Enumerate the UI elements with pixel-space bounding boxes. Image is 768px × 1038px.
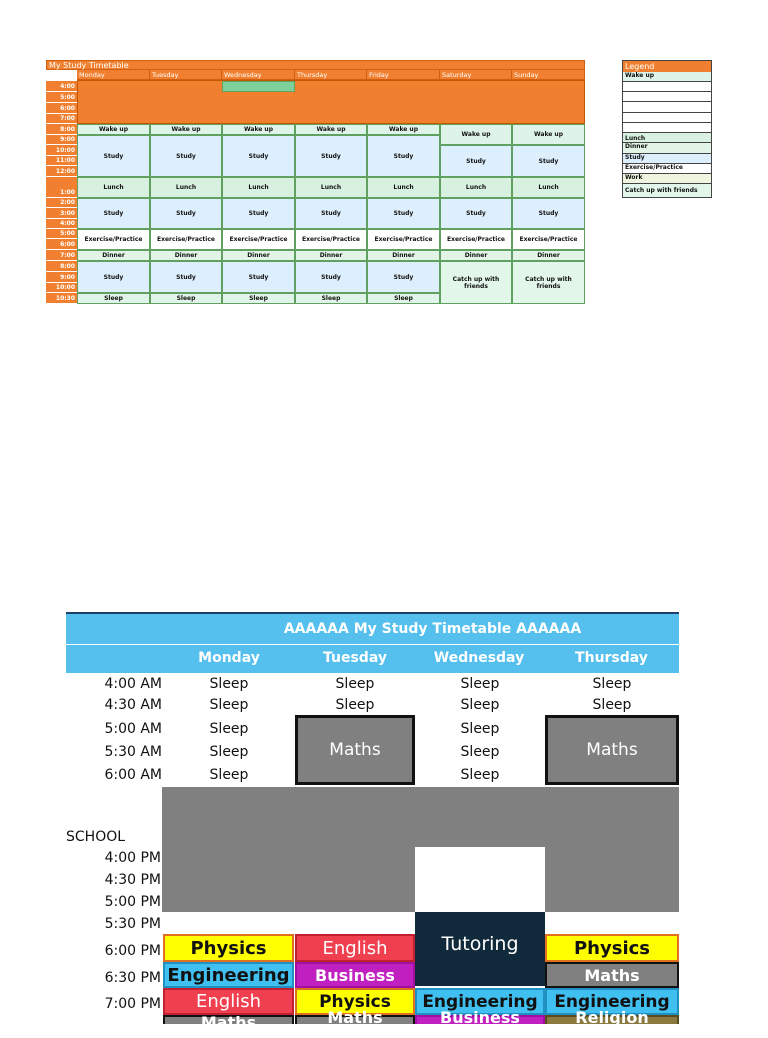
- subject-engineering: Engineering: [163, 962, 294, 988]
- top-hour: 8:00: [46, 124, 77, 135]
- top-cell-study: Study: [367, 261, 440, 293]
- subject-business: Business: [295, 962, 415, 988]
- sleep-cell: Sleep: [592, 697, 632, 713]
- bottom-day-thursday: Thursday: [575, 650, 648, 666]
- top-cell-study: Study: [367, 135, 440, 177]
- top-timetable-title: My Study Timetable: [46, 60, 585, 70]
- subject-maths-label: Maths: [200, 1013, 257, 1032]
- subject-religion-partial: [545, 1008, 679, 1027]
- bottom-timetable-title: AAAAAA My Study Timetable AAAAAA: [66, 612, 679, 644]
- sleep-cell: Sleep: [209, 721, 249, 737]
- legend-item-catch-up: Catch up with friends: [623, 184, 711, 197]
- top-day-saturday: Saturday: [440, 70, 512, 80]
- top-cell-wake: Wake up: [440, 124, 512, 145]
- legend-item-exercise: Exercise/Practice: [623, 164, 711, 174]
- sleep-cell: Sleep: [209, 767, 249, 783]
- time-label: 4:30 AM: [104, 697, 162, 713]
- time-label: 5:00 PM: [104, 894, 161, 910]
- subject-maths-partial: [163, 1013, 294, 1032]
- top-cell-exercise: Exercise/Practice: [512, 229, 585, 250]
- top-cell-wake: Wake up: [295, 124, 367, 135]
- sleep-cell: Sleep: [209, 697, 249, 713]
- top-hour: 4:00: [46, 81, 77, 92]
- time-label: 5:30 AM: [104, 744, 162, 760]
- top-cell-dinner: Dinner: [150, 250, 222, 261]
- school-block-left: [162, 847, 415, 912]
- top-cell-wake: Wake up: [150, 124, 222, 135]
- top-cell-exercise: Exercise/Practice: [222, 229, 295, 250]
- subject-religion-label: Religion: [575, 1008, 649, 1027]
- top-cell-dinner: Dinner: [440, 250, 512, 261]
- top-hour: 3:00: [46, 208, 77, 219]
- subject-business-partial: [415, 1008, 545, 1027]
- subject-maths: Maths: [545, 962, 679, 988]
- top-hour: 9:00: [46, 135, 77, 145]
- top-hour: 2:00: [46, 198, 77, 208]
- top-cell-study: Study: [367, 198, 440, 229]
- school-block-right: [545, 847, 679, 912]
- top-cell-lunch: Lunch: [367, 177, 440, 198]
- legend-item-dinner: Dinner: [623, 143, 711, 154]
- top-cell-lunch: Lunch: [512, 177, 585, 198]
- top-cell-sleep: Sleep: [77, 293, 150, 304]
- subject-business-label: Business: [440, 1008, 520, 1027]
- top-cell-exercise: Exercise/Practice: [77, 229, 150, 250]
- time-label: 5:30 PM: [104, 916, 161, 932]
- subject-physics: Physics: [545, 934, 679, 962]
- bottom-day-wednesday: Wednesday: [433, 650, 525, 666]
- time-label: 5:00 AM: [104, 721, 162, 737]
- top-cell-study: Study: [77, 198, 150, 229]
- bottom-day-header-row: [66, 644, 679, 673]
- legend-item-study: Study: [623, 154, 711, 164]
- top-cell-dinner: Dinner: [512, 250, 585, 261]
- legend-item-lunch: Lunch: [623, 133, 711, 143]
- top-cell-study: Study: [150, 198, 222, 229]
- top-cell-lunch: Lunch: [295, 177, 367, 198]
- sleep-cell: Sleep: [460, 767, 500, 783]
- top-cell-study: Study: [440, 145, 512, 177]
- subject-maths-label: Maths: [327, 1008, 383, 1027]
- subject-engineering: Engineering: [415, 988, 545, 1015]
- top-hour: 6:00: [46, 103, 77, 114]
- top-cell-study: Study: [295, 135, 367, 177]
- top-hour: 6:00: [46, 239, 77, 250]
- top-day-wednesday: Wednesday: [222, 70, 295, 80]
- top-day-sunday: Sunday: [512, 70, 585, 80]
- top-cell-sleep: Sleep: [367, 293, 440, 304]
- top-cell-lunch: Lunch: [440, 177, 512, 198]
- time-label: 7:00 PM: [104, 996, 161, 1012]
- top-cell-study: Study: [512, 145, 585, 177]
- sleep-cell: Sleep: [209, 676, 249, 692]
- top-cell-exercise: Exercise/Practice: [367, 229, 440, 250]
- legend-item-work: Work: [623, 174, 711, 184]
- top-cell-dinner: Dinner: [367, 250, 440, 261]
- top-hour: 8:00: [46, 261, 77, 272]
- top-hour: 5:00: [46, 229, 77, 239]
- top-hour: 5:00: [46, 92, 77, 103]
- top-cell-sleep: Sleep: [222, 293, 295, 304]
- time-label: 6:30 PM: [104, 970, 161, 986]
- top-cell-study: Study: [295, 261, 367, 293]
- top-cell-exercise: Exercise/Practice: [295, 229, 367, 250]
- top-cell-wake: Wake up: [367, 124, 440, 135]
- top-day-monday: Monday: [77, 70, 150, 80]
- maths-block-tuesday: Maths: [295, 715, 415, 785]
- sleep-cell: Sleep: [209, 744, 249, 760]
- sleep-cell: Sleep: [460, 697, 500, 713]
- top-hour: 12:00: [46, 166, 77, 177]
- top-hour: 10:30: [46, 293, 77, 304]
- top-day-thursday: Thursday: [295, 70, 367, 80]
- subject-engineering: Engineering: [545, 988, 679, 1015]
- top-cell-dinner: Dinner: [295, 250, 367, 261]
- legend-title: Legend: [623, 61, 711, 72]
- sleep-cell: Sleep: [335, 697, 375, 713]
- top-cell-wake: Wake up: [222, 124, 295, 135]
- top-cell-dinner: Dinner: [222, 250, 295, 261]
- top-cell-sleep: Sleep: [295, 293, 367, 304]
- top-hour: 9:00: [46, 272, 77, 283]
- top-cell-study: Study: [150, 135, 222, 177]
- tutoring-block: Tutoring: [415, 912, 545, 986]
- top-cell-lunch: Lunch: [150, 177, 222, 198]
- sleep-cell: Sleep: [335, 676, 375, 692]
- school-label: SCHOOL: [66, 829, 126, 845]
- top-hour: 4:00: [46, 219, 77, 229]
- top-day-tuesday: Tuesday: [150, 70, 222, 80]
- top-cell-study: Study: [222, 261, 295, 293]
- maths-block-thursday: Maths: [545, 715, 679, 785]
- top-cell-study: Study: [512, 198, 585, 229]
- top-hour: 10:00: [46, 283, 77, 293]
- sleep-cell: Sleep: [460, 744, 500, 760]
- time-label: 4:30 PM: [104, 872, 161, 888]
- subject-english: English: [295, 934, 415, 962]
- subject-physics: Physics: [163, 934, 294, 962]
- top-hour: 1:00: [46, 177, 77, 198]
- top-cell-wake: Wake up: [512, 124, 585, 145]
- sleep-cell: Sleep: [460, 721, 500, 737]
- top-cell-study: Study: [440, 198, 512, 229]
- subject-maths-partial: [295, 1008, 415, 1027]
- subject-english: English: [163, 988, 294, 1015]
- top-cell-study: Study: [77, 135, 150, 177]
- top-cell-study: Study: [295, 198, 367, 229]
- top-cell-lunch: Lunch: [77, 177, 150, 198]
- time-label: 6:00 AM: [104, 767, 162, 783]
- top-cell-study: Study: [222, 198, 295, 229]
- top-cell-exercise: Exercise/Practice: [150, 229, 222, 250]
- time-label: 4:00 AM: [104, 676, 162, 692]
- top-day-friday: Friday: [367, 70, 440, 80]
- top-cell-exercise: Exercise/Practice: [440, 229, 512, 250]
- subject-physics: Physics: [295, 988, 415, 1015]
- top-cell-sleep: Sleep: [150, 293, 222, 304]
- time-label: 6:00 PM: [104, 943, 161, 959]
- top-cell-lunch: Lunch: [222, 177, 295, 198]
- top-cell-study: Study: [150, 261, 222, 293]
- bottom-day-monday: Monday: [198, 650, 260, 666]
- school-block: [162, 787, 679, 847]
- sleep-cell: Sleep: [460, 676, 500, 692]
- top-cell-wake: Wake up: [77, 124, 150, 135]
- legend-item-wake-up: Wake up: [623, 72, 711, 82]
- top-cell-catch-up: Catch up with friends: [440, 261, 512, 304]
- sleep-cell: Sleep: [592, 676, 632, 692]
- top-hour: 11:00: [46, 156, 77, 166]
- top-hour: 7:00: [46, 114, 77, 124]
- top-cell-study: Study: [77, 261, 150, 293]
- top-cell-study: Study: [222, 135, 295, 177]
- top-hour: 10:00: [46, 145, 77, 156]
- top-hour: 7:00: [46, 250, 77, 261]
- top-cell-catch-up: Catch up with friends: [512, 261, 585, 304]
- bottom-day-tuesday: Tuesday: [323, 650, 387, 666]
- top-cell-dinner: Dinner: [77, 250, 150, 261]
- time-label: 4:00 PM: [104, 850, 161, 866]
